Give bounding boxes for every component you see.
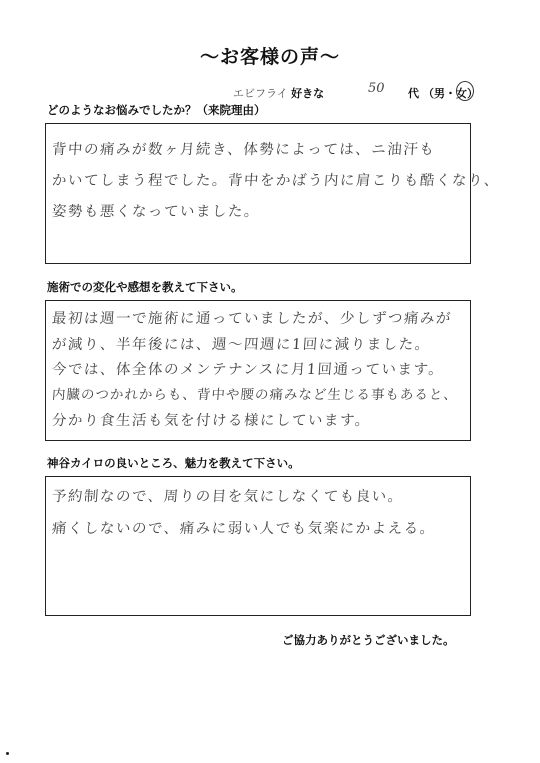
answer-line: 今では、体全体のメンテナンスに月1回通っています。: [51, 362, 445, 378]
age-label: 代: [408, 87, 419, 100]
question-3: 神谷カイロの良いところ、魅力を教えて下さい。: [47, 456, 300, 470]
sex-selected-circle: [456, 81, 474, 101]
answer-box-1: [45, 123, 501, 264]
hobby-handwritten: エビフライ: [233, 87, 288, 100]
customer-info: [233, 81, 478, 101]
page-title: ～お客様の声～: [199, 46, 340, 68]
answer-box-2: [45, 300, 471, 441]
answer-line: 痛くしないので、痛みに弱い人でも気楽にかよえる。: [51, 521, 437, 537]
answer-line: 予約制なので、周りの目を気にしなくても良い。: [51, 489, 405, 505]
sex-label: （男・女）: [423, 87, 478, 100]
answer-line: 分かり食生活も気を付ける様にしています。: [51, 413, 372, 429]
thank-you-footer: ご協力ありがとうございました。: [282, 633, 455, 647]
answer-line: 姿勢も悪くなっていました。: [51, 204, 261, 220]
answer-line: 背中の痛みが数ヶ月続き、体勢によっては、ニ油汗も: [51, 142, 436, 158]
question-2: 施術での変化や感想を教えて下さい。: [47, 280, 243, 294]
question-1: どのようなお悩みでしたか？（来院理由）: [47, 103, 266, 117]
answer-line: 内臓のつかれからも、背中や腰の痛みなど生じる事もあると、: [51, 387, 459, 403]
scan-speck: [6, 752, 9, 755]
answer-line: が減り、半年後には、週～四週に1回に減りました。: [51, 337, 432, 353]
answer-line: 最初は週一で施術に通っていましたが、少しずつ痛みが: [51, 311, 453, 327]
answer-box-3: [45, 476, 471, 616]
hobby-label: 好きな: [291, 87, 325, 100]
age-handwritten: 50: [368, 81, 385, 96]
answer-line: かいてしまう程でした。背中をかばう内に肩こりも酷くなり、: [51, 173, 501, 189]
